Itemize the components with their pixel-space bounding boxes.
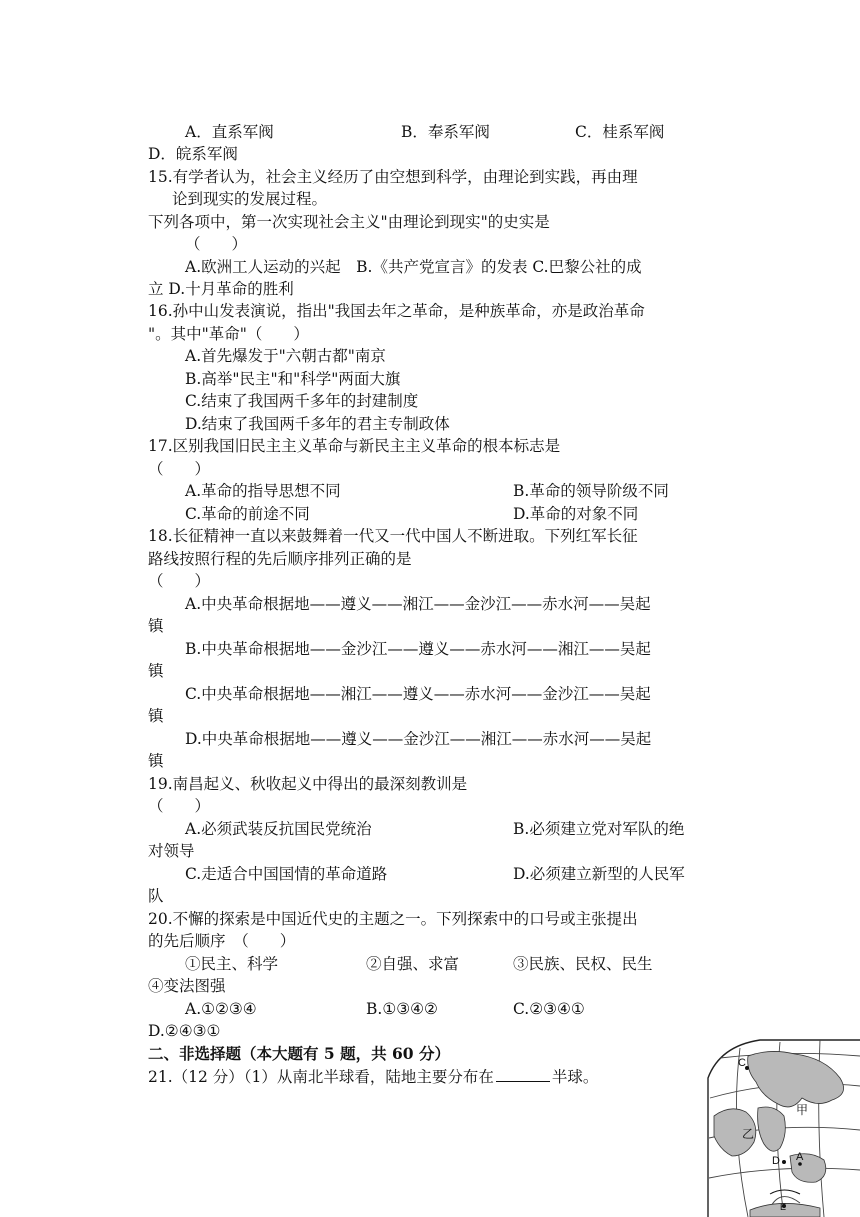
q19-option-d: D.必须建立新型的人民军 <box>513 865 685 883</box>
q21-question <box>148 1066 598 1088</box>
q18-answer-paren: （ ） <box>148 572 211 590</box>
q18-option-b: B.中央革命根据地——金沙江——遵义——赤水河——湘江——吴起 <box>185 640 651 658</box>
q17-option-a: A.革命的指导思想不同 <box>185 482 341 500</box>
q20-item-4: ④变法图强 <box>148 977 226 995</box>
label-e: E <box>780 1202 787 1212</box>
globe-map-figure <box>700 1038 860 1217</box>
q18-option-a: A.中央革命根据地——遵义——湘江——金沙江——赤水河——吴起 <box>185 595 651 613</box>
q17-answer-paren: （ ） <box>148 460 211 478</box>
q20-stem-line2: 的先后顺序 （ ） <box>148 932 296 950</box>
q18-stem-line1: 18.长征精神一直以来鼓舞着一代又一代中国人不断进取。下列红军长征 <box>148 527 638 545</box>
q15-options-line2: 立 D.十月革命的胜利 <box>148 280 294 298</box>
q14-option-b: B．奉系军阀 <box>401 123 490 141</box>
q18-option-d-cont: 镇 <box>148 752 164 770</box>
q16-option-c: C.结束了我国两千多年的封建制度 <box>185 392 419 410</box>
q17-option-b: B.革命的领导阶级不同 <box>513 482 669 500</box>
q20-option-a: A.①②③④ <box>185 1000 257 1018</box>
q18-option-b-cont: 镇 <box>148 662 164 680</box>
q17-option-d: D.革命的对象不同 <box>513 505 639 523</box>
q16-option-d: D.结束了我国两千多年的君主专制政体 <box>185 415 450 433</box>
q16-stem-line1: 16.孙中山发表演说，指出"我国去年之革命，是种族革命，亦是政治革命 <box>148 302 645 320</box>
q16-option-a: A.首先爆发于"六朝古都"南京 <box>185 347 386 365</box>
q20-option-b: B.①③④② <box>366 1000 438 1018</box>
q17-stem: 17.区别我国旧民主主义革命与新民主主义革命的根本标志是 <box>148 437 561 455</box>
q18-option-c-cont: 镇 <box>148 707 164 725</box>
label-c: C <box>738 1057 746 1069</box>
q16-option-b: B.高举"民主"和"科学"两面大旗 <box>185 370 401 388</box>
q15-options-line1: A.欧洲工人运动的兴起 B.《共产党宣言》的发表 C.巴黎公社的成 <box>185 258 642 276</box>
q15-stem-line1: 15.有学者认为，社会主义经历了由空想到科学，由理论到实践，再由理 <box>148 168 638 186</box>
q19-answer-paren: （ ） <box>148 797 211 815</box>
q20-item-2: ②自强、求富 <box>366 955 460 973</box>
q18-option-c: C.中央革命根据地——湘江——遵义——赤水河——金沙江——吴起 <box>185 685 651 703</box>
q20-option-d: D.②④③① <box>148 1022 221 1040</box>
q19-option-c: C.走适合中国国情的革命道路 <box>185 865 388 883</box>
q14-option-c: C．桂系军阀 <box>575 123 665 141</box>
q14-option-d: D．皖系军阀 <box>148 145 238 163</box>
q20-item-3: ③民族、民权、民生 <box>513 955 653 973</box>
q18-stem-line2: 路线按照行程的先后顺序排列正确的是 <box>148 550 412 568</box>
q16-stem-line2: "。其中"革命"（ ） <box>148 325 309 343</box>
q15-stem-line2: 论到现实的发展过程。 <box>172 190 328 208</box>
label-jia: 甲 <box>796 1103 809 1117</box>
q19-stem: 19.南昌起义、秋收起义中得出的最深刻教训是 <box>148 775 468 793</box>
q18-option-a-cont: 镇 <box>148 617 164 635</box>
rotation-arrow <box>770 1190 800 1194</box>
label-d: D <box>772 1155 780 1167</box>
q17-option-c: C.革命的前途不同 <box>185 505 310 523</box>
continent-middle <box>758 1107 786 1151</box>
q19-option-a: A.必须武装反抗国民党统治 <box>185 820 372 838</box>
q19-option-b-cont: 对领导 <box>148 842 195 860</box>
point-d-marker <box>782 1160 786 1164</box>
continent-north <box>748 1051 844 1106</box>
q20-option-c: C.②③④① <box>513 1000 585 1018</box>
q21-text-after: 半球。 <box>551 1068 599 1086</box>
q19-option-d-cont: 队 <box>148 887 164 905</box>
label-yi: 乙 <box>742 1127 755 1141</box>
q15-answer-paren: （ ） <box>185 235 248 253</box>
q21-answer-blank[interactable] <box>496 1067 550 1082</box>
q19-option-b: B.必须建立党对军队的绝 <box>513 820 685 838</box>
q18-option-d: D.中央革命根据地——遵义——金沙江——湘江——赤水河——吴起 <box>185 730 652 748</box>
q20-item-1: ①民主、科学 <box>185 955 279 973</box>
land-masses <box>714 1051 844 1217</box>
q14-option-a: A．直系军阀 <box>185 123 274 141</box>
section-heading: 二、非选择题（本大题有 5 题，共 60 分） <box>148 1044 450 1063</box>
label-a: A <box>796 1151 804 1163</box>
q20-stem-line1: 20.不懈的探索是中国近代史的主题之一。下列探索中的口号或主张提出 <box>148 910 638 928</box>
q21-text-before: 21.（12 分）（1）从南北半球看，陆地主要分布在 <box>148 1068 494 1086</box>
q15-stem-line3: 下列各项中，第一次实现社会主义"由理论到现实"的史实是 <box>148 213 550 231</box>
